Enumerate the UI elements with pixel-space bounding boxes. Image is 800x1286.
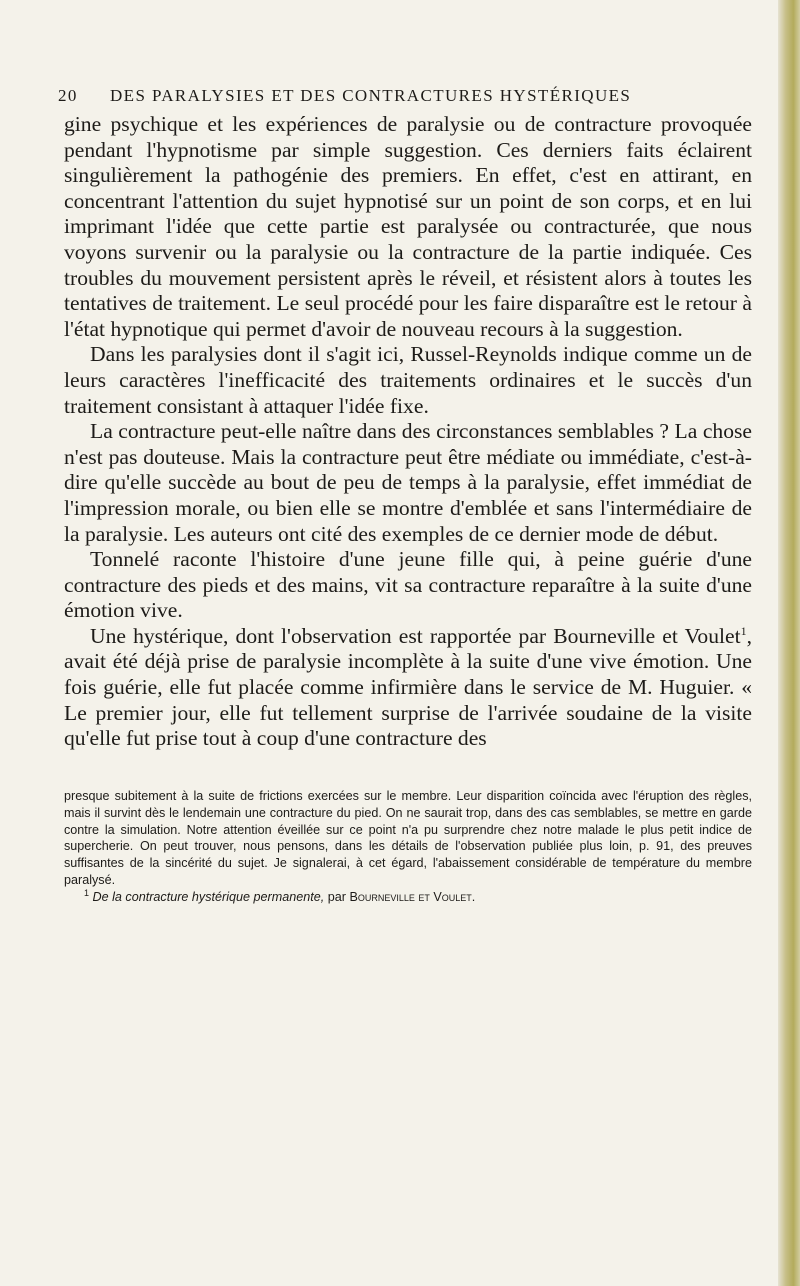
paragraph-1: gine psychique et les expériences de paralysie ou de contracture provoquée pendant l'hypnotisme par simple suggestion. Ces derniers faits éclairent singulièrement la pathogénie des premiers. En effet, c'est en attirant, en concentrant l'attention du sujet hypnotisé sur un point de son corps, et en lui imprimant l'idée que cette partie est paralysée ou contracturée, que nous voyons survenir ou la paralysie ou la contracture de la partie indiquée. Ces troubles du mouvement persistent après le réveil, et résistent alors à toutes les tentatives de traitement. Le seul procédé pour les faire disparaître est le retour à l'état hypnotique qui permet d'avoir de nouveau recours à la suggestion. bbox=[64, 112, 752, 341]
paragraph-5-end: , avait été déjà prise de paralysie incomplète à la suite d'une vive émotion. Une fois guérie, elle fut placée comme infirmière dans le service de M. Huguier. « Le premier jour, elle fut tellement surprise de l'arrivée soudaine de la visite qu'elle fut prise tout à coup d'une contracture des bbox=[64, 623, 752, 751]
paragraph-4: Tonnelé raconte l'histoire d'une jeune fille qui, à peine guérie d'une contracture des pieds et des mains, vit sa contracture reparaître à la suite d'une émotion vive. bbox=[64, 547, 752, 623]
footnotes bbox=[64, 788, 752, 906]
paragraph-5 bbox=[64, 624, 752, 752]
footnote-1-authors: Bourneville et Voulet. bbox=[349, 889, 476, 904]
footnote-1 bbox=[64, 889, 752, 906]
paragraph-5-start: Une hystérique, dont l'observation est rapportée par Bourneville et Voulet bbox=[90, 623, 741, 648]
page-number: 20 bbox=[58, 86, 78, 105]
main-text bbox=[64, 112, 752, 752]
paragraph-2: Dans les paralysies dont il s'agit ici, Russel-Reynolds indique comme un de leurs caractères l'inefficacité des traitements ordinaires et le succès d'un traitement consistant à attaquer l'idée fixe. bbox=[64, 342, 752, 418]
footnote-1-marker: 1 bbox=[84, 887, 90, 898]
footnote-1-by: par bbox=[324, 889, 350, 904]
running-header bbox=[58, 86, 748, 106]
footnote-1-title: De la contracture hystérique permanente, bbox=[92, 889, 325, 904]
footnote-reference-1[interactable]: 1 bbox=[740, 623, 747, 638]
paragraph-3: La contracture peut-elle naître dans des circonstances semblables ? La chose n'est pas douteuse. Mais la contracture peut être médiate ou immédiate, c'est-à-dire qu'elle succède au bout de peu de temps à la paralysie, effet immédiat de l'impression morale, ou bien elle se montre d'emblée et sans l'intermédiaire de la paralysie. Les auteurs ont cité des exemples de ce dernier mode de début. bbox=[64, 419, 752, 546]
footnote-continued: presque subitement à la suite de frictions exercées sur le membre. Leur disparition coïncida avec l'éruption des règles, mais il survint dès le lendemain une contracture du pied. On ne saurait trop, dans des cas semblables, se mettre en garde contre la simulation. Notre attention éveillée sur ce point n'a pu surprendre chez notre malade le plus petit indice de supercherie. On peut trouver, nous pensons, dans les détails de l'observation publiée plus loin, p. 91, des preuves suffisantes de la sincérité du sujet. Je signalerai, à cet égard, l'abaissement considérable de température du membre paralysé. bbox=[64, 789, 752, 887]
running-title: DES PARALYSIES ET DES CONTRACTURES HYSTÉRIQUES bbox=[110, 86, 632, 105]
page-edge-decoration bbox=[778, 0, 800, 1286]
